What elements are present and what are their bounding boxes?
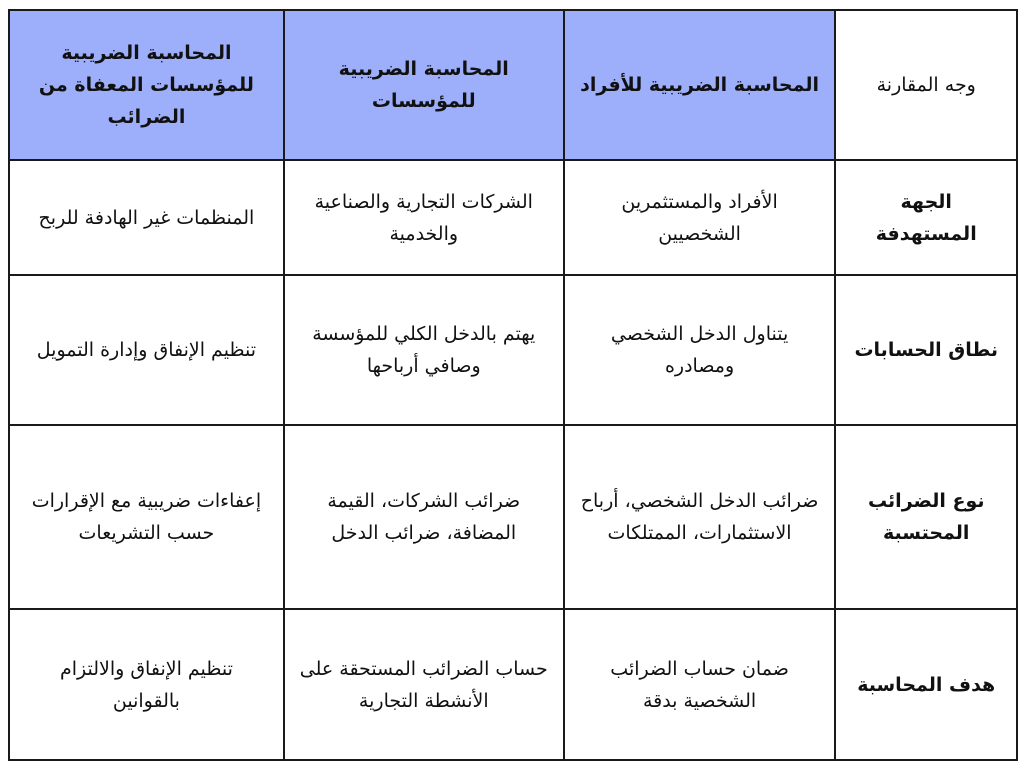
table-cell: المنظمات غير الهادفة للربح	[9, 160, 284, 275]
table-cell: تنظيم الإنفاق وإدارة التمويل	[9, 275, 284, 425]
table-row-accounting-goal	[9, 609, 1017, 760]
table-cell: يهتم بالدخل الكلي للمؤسسة وصافي أرباحها	[284, 275, 564, 425]
table-cell: حساب الضرائب المستحقة على الأنشطة التجارية	[284, 609, 564, 760]
table-cell: ضرائب الشركات، القيمة المضافة، ضرائب الدخل	[284, 425, 564, 609]
header-corner-comparison-aspect: وجه المقارنة	[835, 10, 1017, 160]
table-cell: تنظيم الإنفاق والالتزام بالقوانين	[9, 609, 284, 760]
table-cell: الأفراد والمستثمرين الشخصيين	[564, 160, 836, 275]
table-cell: يتناول الدخل الشخصي ومصادره	[564, 275, 836, 425]
header-row	[9, 10, 1017, 160]
table-cell: ضمان حساب الضرائب الشخصية بدقة	[564, 609, 836, 760]
table-cell: إعفاءات ضريبية مع الإقرارات حسب التشريعات	[9, 425, 284, 609]
table-cell: ضرائب الدخل الشخصي، أرباح الاستثمارات، الممتلكات	[564, 425, 836, 609]
row-label: الجهة المستهدفة	[835, 160, 1017, 275]
header-individuals-tax-accounting: المحاسبة الضريبية للأفراد	[564, 10, 836, 160]
table-row-target-entity	[9, 160, 1017, 275]
table-row-accounts-scope	[9, 275, 1017, 425]
table-cell: الشركات التجارية والصناعية والخدمية	[284, 160, 564, 275]
tax-accounting-comparison-table	[8, 9, 1018, 761]
header-exempt-organizations-tax-accounting: المحاسبة الضريبية للمؤسسات المعفاة من الضرائب	[9, 10, 284, 160]
table-row-tax-types	[9, 425, 1017, 609]
row-label: نطاق الحسابات	[835, 275, 1017, 425]
header-corporate-tax-accounting: المحاسبة الضريبية للمؤسسات	[284, 10, 564, 160]
row-label: هدف المحاسبة	[835, 609, 1017, 760]
row-label: نوع الضرائب المحتسبة	[835, 425, 1017, 609]
